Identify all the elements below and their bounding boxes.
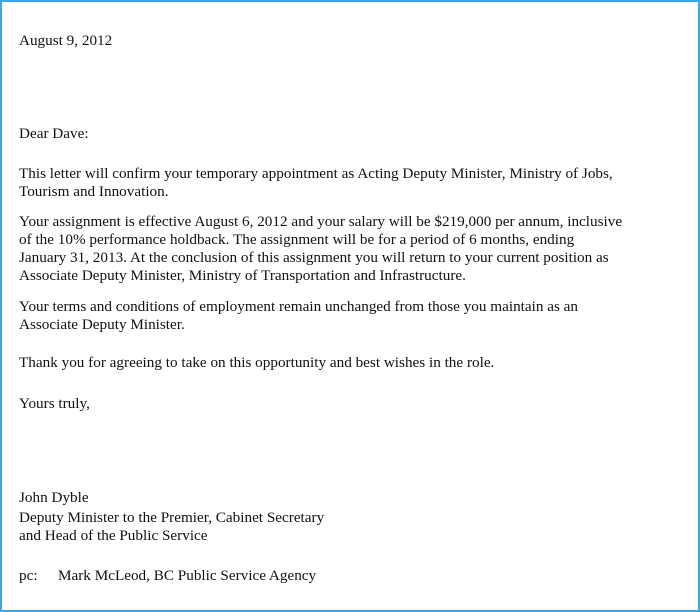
paragraph-1-line-1: This letter will confirm your temporary appointment as Acting Deputy Minister, Ministry of Jobs, [19, 165, 613, 182]
letter-date: August 9, 2012 [19, 32, 113, 49]
paragraph-2-line-3: January 31, 2013. At the conclusion of this assignment you will return to your current position as [19, 249, 609, 266]
paragraph-3-line-1: Your terms and conditions of employment remain unchanged from those you maintain as an [19, 298, 579, 315]
signature-name: John Dyble [19, 489, 89, 506]
salutation: Dear Dave: [19, 125, 89, 142]
closing: Yours truly, [19, 395, 90, 412]
cc-recipient: Mark McLeod, BC Public Service Agency [58, 567, 317, 584]
cc-label: pc: [19, 567, 38, 584]
paragraph-2-line-1: Your assignment is effective August 6, 2012 and your salary will be $219,000 per annum, inclusive [19, 213, 623, 230]
paragraph-2-line-2: of the 10% performance holdback. The assignment will be for a period of 6 months, ending [19, 231, 575, 248]
paragraph-4-line-1: Thank you for agreeing to take on this opportunity and best wishes in the role. [19, 354, 495, 371]
letter-body [19, 2, 679, 610]
signature-title-line-2: and Head of the Public Service [19, 527, 208, 544]
paragraph-3-line-2: Associate Deputy Minister. [19, 316, 185, 333]
signature-title-line-1: Deputy Minister to the Premier, Cabinet Secretary [19, 509, 325, 526]
paragraph-2-line-4: Associate Deputy Minister, Ministry of Transportation and Infrastructure. [19, 267, 466, 284]
paragraph-1-line-2: Tourism and Innovation. [19, 183, 169, 200]
